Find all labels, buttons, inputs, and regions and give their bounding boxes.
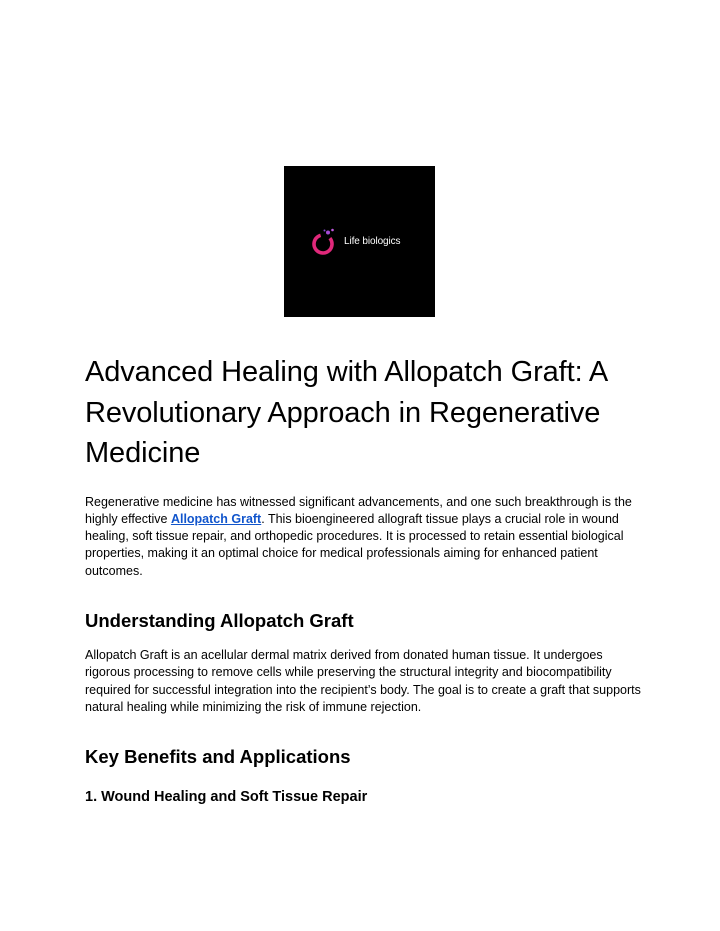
intro-paragraph [85, 494, 645, 580]
logo-ring [311, 231, 336, 256]
article-title: Advanced Healing with Allopatch Graft: A Revolutionary Approach in Regenerative Medicine [85, 356, 607, 469]
life-biologics-logo-icon [311, 227, 339, 257]
section-heading-understanding: Understanding Allopatch Graft [85, 609, 354, 631]
logo-brand-text: Life biologics [344, 236, 401, 247]
logo-dot-small [331, 229, 334, 232]
subheading-wound-healing: 1. Wound Healing and Soft Tissue Repair [85, 789, 368, 806]
intro-text-before: Regenerative medicine has witnessed significant advancements, and one such breakthrough is the highly effective [85, 494, 632, 526]
company-logo [284, 166, 435, 317]
article [85, 352, 645, 807]
understanding-paragraph: Allopatch Graft is an acellular dermal matrix derived from donated human tissue. It undergoes rigorous processing to remove cells while preserving the structural integrity and biocompatibility required for successful integration into the recipient’s body. The goal is to create a graft that supports natural healing while minimizing the risk of immune rejection. [85, 647, 641, 714]
section-heading-benefits: Key Benefits and Applications [85, 746, 351, 768]
allopatch-graft-link[interactable]: Allopatch Graft [170, 511, 262, 526]
logo-dot-large [326, 231, 330, 235]
intro-text-after: . This bioengineered allograft tissue plays a crucial role in wound healing, soft tissue repair, and orthopedic procedures. It is processed to retain essential biological properties, making it an optimal choice for medical professionals aiming for enhanced patient outcomes. [85, 511, 624, 578]
logo-dot-tiny [324, 230, 326, 232]
